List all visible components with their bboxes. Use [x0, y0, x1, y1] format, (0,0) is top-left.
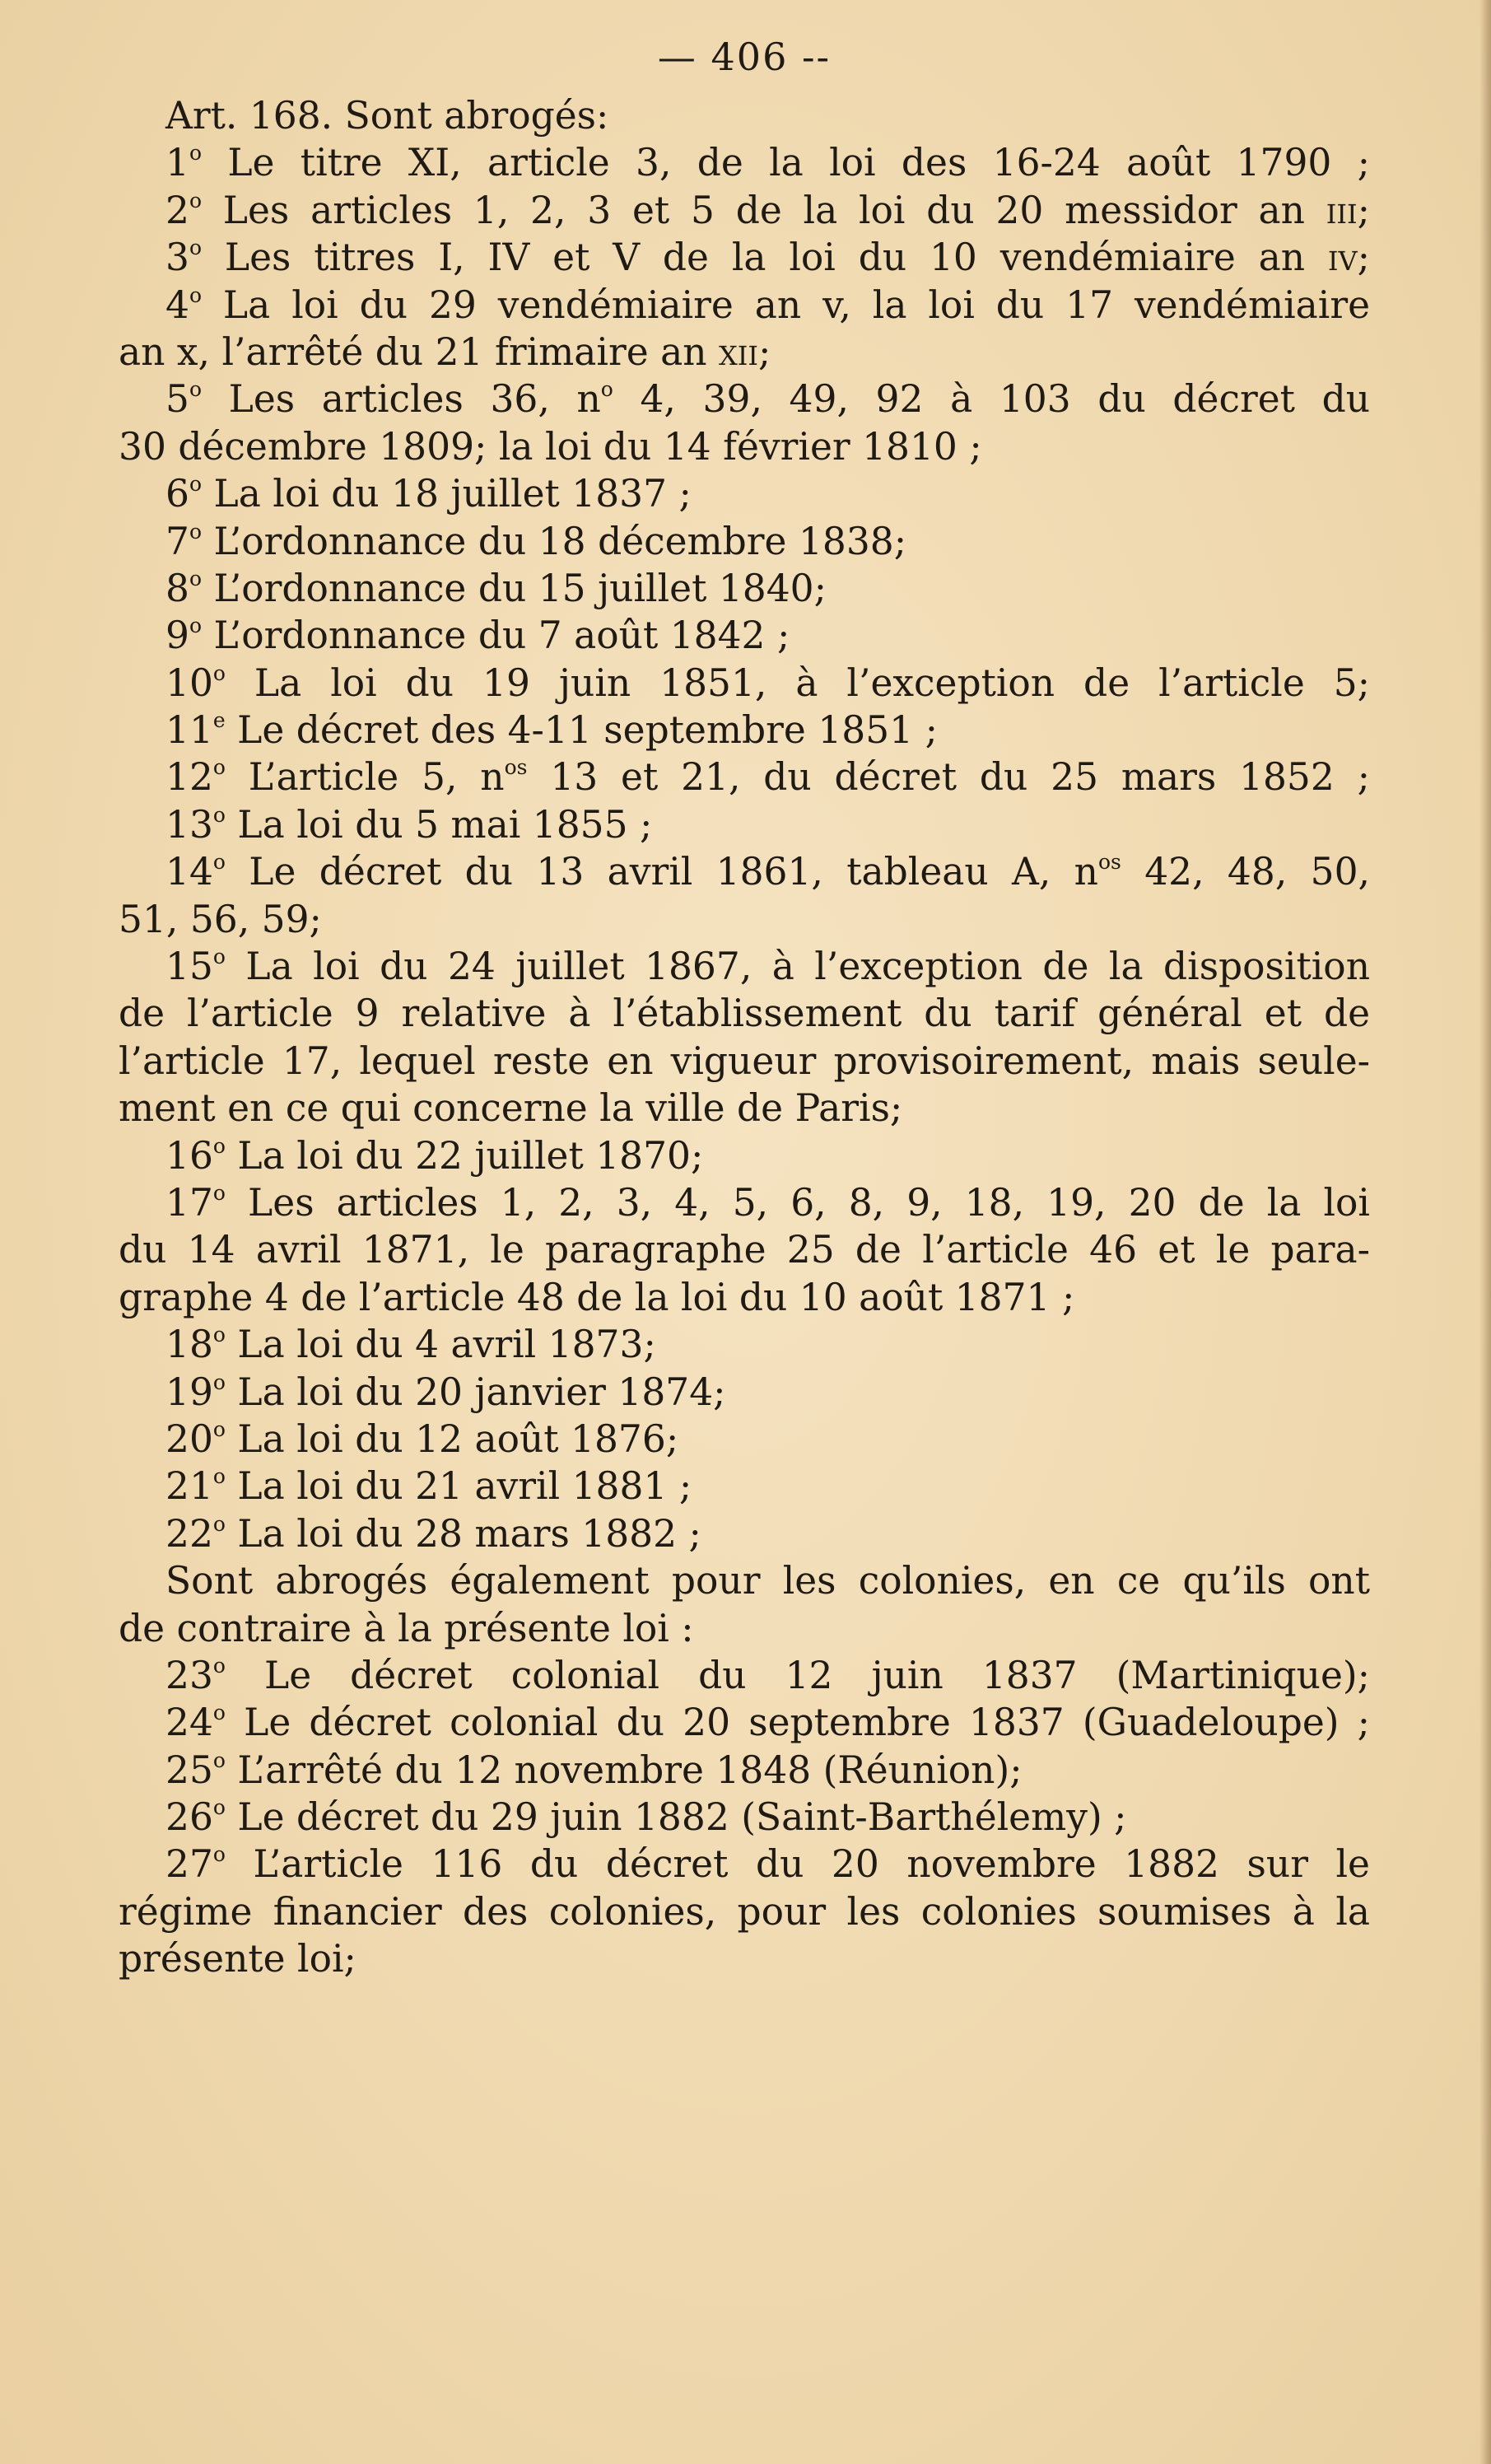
text-line-item-8	[119, 565, 1370, 612]
text-run: 10	[165, 660, 213, 705]
page-number: — 406 --	[657, 35, 832, 79]
text-run: 23	[165, 1653, 213, 1697]
text-run: 12	[165, 755, 213, 800]
text-run: 8	[165, 566, 189, 610]
superscript: o	[212, 1133, 226, 1158]
text-run: an x, l’arrêté du 21 frimaire an	[119, 329, 719, 374]
superscript: o	[212, 755, 226, 780]
superscript: o	[189, 189, 203, 213]
superscript: o	[212, 1511, 226, 1536]
text-line-item-27b	[119, 1888, 1370, 1935]
text-run: ment en ce qui concerne la ville de Paris;	[119, 1086, 903, 1131]
text-run: 14	[165, 850, 213, 894]
text-line-item-4a	[119, 282, 1370, 329]
text-line-item-17b	[119, 1226, 1370, 1273]
superscript: o	[212, 1323, 226, 1347]
superscript: o	[212, 1464, 226, 1489]
text-line-item-19	[119, 1369, 1370, 1416]
text-run: Le décret des 4-11 septembre 1851 ;	[225, 708, 938, 753]
text-run: 4, 39, 49, 92 à 103 du décret du	[613, 377, 1370, 422]
text-line-item-20	[119, 1416, 1370, 1463]
superscript: o	[212, 1701, 226, 1725]
text-line-item-23	[119, 1652, 1370, 1699]
text-run: La loi du 18 juillet 1837 ;	[202, 472, 692, 516]
text-run: 7	[165, 519, 189, 563]
text-run: L’ordonnance du 15 juillet 1840;	[202, 566, 827, 610]
superscript: o	[189, 519, 203, 544]
text-line-item-5b	[119, 423, 1370, 470]
text-run: 30 décembre 1809; la loi du 14 février 1810 ;	[119, 424, 982, 469]
text-run: 21	[165, 1464, 213, 1509]
text-run: 13	[165, 802, 213, 847]
text-line-item-15a	[119, 943, 1370, 990]
text-line-colonies-a	[119, 1557, 1370, 1604]
text-run: 26	[165, 1795, 213, 1840]
superscript: o	[212, 1795, 226, 1820]
text-run: Les articles 1, 2, 3, 4, 5, 6, 8, 9, 18, 19, 20 de la loi	[225, 1180, 1370, 1225]
text-line-item-15b	[119, 990, 1370, 1037]
superscript: o	[212, 1417, 226, 1442]
text-line-item-24	[119, 1699, 1370, 1746]
text-run: La loi du 29 vendémiaire an v, la loi du 17 vendémiaire	[202, 282, 1370, 327]
text-line-colonies-b	[119, 1605, 1370, 1652]
text-line-item-11	[119, 707, 1370, 754]
superscript: os	[504, 755, 528, 780]
superscript: o	[189, 614, 203, 638]
text-run: 15	[165, 945, 213, 989]
text-line-item-14a	[119, 848, 1370, 895]
text-run: La loi du 20 janvier 1874;	[225, 1370, 726, 1414]
superscript: o	[189, 282, 203, 307]
text-line-item-10	[119, 660, 1370, 707]
superscript: o	[212, 1654, 226, 1678]
text-line-item-15c	[119, 1038, 1370, 1085]
text-run: La loi du 24 juillet 1867, à l’exception de la disposition	[225, 945, 1370, 989]
text-run: L’article 5, n	[225, 755, 505, 800]
text-run: graphe 4 de l’article 48 de la loi du 10 août 1871 ;	[119, 1275, 1075, 1319]
text-line-item-7	[119, 518, 1370, 565]
text-line-item-17c	[119, 1274, 1370, 1321]
text-run: 2	[165, 188, 189, 232]
page-edge-shadow	[1479, 0, 1491, 2464]
text-run: 5	[165, 377, 189, 422]
text-line-item-1	[119, 139, 1370, 186]
superscript: o	[189, 567, 203, 591]
text-run: 24	[165, 1701, 213, 1745]
text-run: 17	[165, 1180, 213, 1225]
text-line-item-27a	[119, 1841, 1370, 1888]
text-run: 13 et 21, du décret du 25 mars 1852 ;	[527, 755, 1370, 800]
text-run: iii	[1326, 188, 1358, 232]
text-run: 25	[165, 1748, 213, 1792]
superscript: os	[1097, 850, 1121, 875]
text-run: ;	[758, 329, 771, 374]
text-run: de contraire à la présente loi :	[119, 1606, 694, 1650]
text-run: 20	[165, 1416, 213, 1461]
text-run: 19	[165, 1370, 213, 1414]
text-run: Sont abrogés également pour les colonies, en ce qu’ils ont	[165, 1559, 1370, 1603]
text-run: Le titre XI, article 3, de la loi des 16-24 août 1790 ;	[202, 141, 1370, 185]
text-line-item-25	[119, 1747, 1370, 1794]
text-line-item-18	[119, 1321, 1370, 1368]
superscript: o	[212, 1370, 226, 1394]
superscript: e	[212, 708, 226, 733]
text-run: Les titres I, IV et V de la loi du 10 vendémiaire an	[202, 236, 1328, 280]
text-run: de l’article 9 relative à l’établissement du tarif général et de	[119, 992, 1370, 1036]
text-run: Le décret du 29 juin 1882 (Saint-Barthélemy) ;	[225, 1795, 1127, 1840]
text-run: L’article 116 du décret du 20 novembre 1882 sur le	[225, 1842, 1370, 1887]
text-run: La loi du 28 mars 1882 ;	[225, 1511, 701, 1556]
text-run: régime financier des colonies, pour les colonies soumises à la	[119, 1889, 1370, 1934]
text-line-item-16	[119, 1132, 1370, 1179]
text-run: 42, 48, 50,	[1121, 850, 1370, 894]
text-run: Le décret colonial du 20 septembre 1837 (Guadeloupe) ;	[225, 1701, 1370, 1745]
text-line-art-168	[119, 92, 1370, 139]
text-run: La loi du 12 août 1876;	[225, 1416, 679, 1461]
text-line-item-17a	[119, 1179, 1370, 1226]
text-line-item-4b	[119, 329, 1370, 376]
text-run: ;	[1357, 236, 1370, 280]
document-page	[119, 23, 1370, 1983]
text-line-item-9	[119, 612, 1370, 659]
text-run: 18	[165, 1323, 213, 1367]
text-line-item-14b	[119, 896, 1370, 943]
text-line-item-5a	[119, 376, 1370, 422]
superscript: o	[189, 236, 203, 260]
text-line-item-13	[119, 801, 1370, 848]
text-line-item-15d	[119, 1085, 1370, 1132]
text-run: 16	[165, 1133, 213, 1178]
text-line-item-26	[119, 1794, 1370, 1841]
text-run: L’ordonnance du 7 août 1842 ;	[202, 614, 790, 658]
text-run: 3	[165, 236, 189, 280]
text-run: La loi du 19 juin 1851, à l’exception de l’article 5;	[225, 660, 1370, 705]
text-run: La loi du 5 mai 1855 ;	[225, 802, 653, 847]
superscript: o	[212, 803, 226, 828]
text-run: 6	[165, 472, 189, 516]
text-run: Le décret colonial du 12 juin 1837 (Martinique);	[225, 1653, 1370, 1697]
text-run: 22	[165, 1511, 213, 1556]
text-run: La loi du 22 juillet 1870;	[225, 1133, 704, 1178]
text-run: La loi du 21 avril 1881 ;	[225, 1464, 692, 1509]
superscript: o	[189, 377, 203, 402]
text-line-item-21	[119, 1463, 1370, 1510]
text-line-item-3	[119, 234, 1370, 281]
superscript: o	[189, 141, 203, 166]
superscript: o	[600, 377, 613, 402]
text-run: du 14 avril 1871, le paragraphe 25 de l’article 46 et le para-	[119, 1228, 1370, 1272]
text-run: 9	[165, 614, 189, 658]
text-line-item-2	[119, 187, 1370, 234]
text-run: L’arrêté du 12 novembre 1848 (Réunion);	[225, 1748, 1023, 1792]
text-run: 11	[165, 708, 213, 753]
text-run: La loi du 4 avril 1873;	[225, 1323, 656, 1367]
text-run: 51, 56, 59;	[119, 897, 322, 941]
text-run: L’ordonnance du 18 décembre 1838;	[202, 519, 907, 563]
text-run: 1	[165, 141, 189, 185]
text-line-item-22	[119, 1510, 1370, 1557]
text-line-item-27c	[119, 1935, 1370, 1982]
text-line-item-12	[119, 754, 1370, 800]
superscript: o	[212, 1842, 226, 1867]
text-run: iv	[1327, 236, 1358, 280]
superscript: o	[212, 660, 226, 685]
text-run: présente loi;	[119, 1937, 356, 1981]
superscript: o	[212, 945, 226, 969]
text-run: Le décret du 13 avril 1861, tableau A, n	[225, 850, 1098, 894]
superscript: o	[212, 850, 226, 875]
text-run: 4	[165, 282, 189, 327]
body-text	[119, 92, 1370, 1983]
text-run: ;	[1357, 188, 1370, 232]
superscript: o	[212, 1748, 226, 1772]
superscript: o	[212, 1181, 226, 1206]
text-run: 27	[165, 1842, 213, 1887]
superscript: o	[189, 472, 203, 497]
text-run: xii	[718, 329, 759, 374]
text-run: Art. 168. Sont abrogés:	[165, 94, 609, 138]
text-line-item-6	[119, 470, 1370, 517]
text-run: Les articles 36, n	[202, 377, 601, 422]
text-run: Les articles 1, 2, 3 et 5 de la loi du 20 messidor an	[202, 188, 1326, 232]
text-run: l’article 17, lequel reste en vigueur provisoirement, mais seule-	[119, 1038, 1370, 1083]
